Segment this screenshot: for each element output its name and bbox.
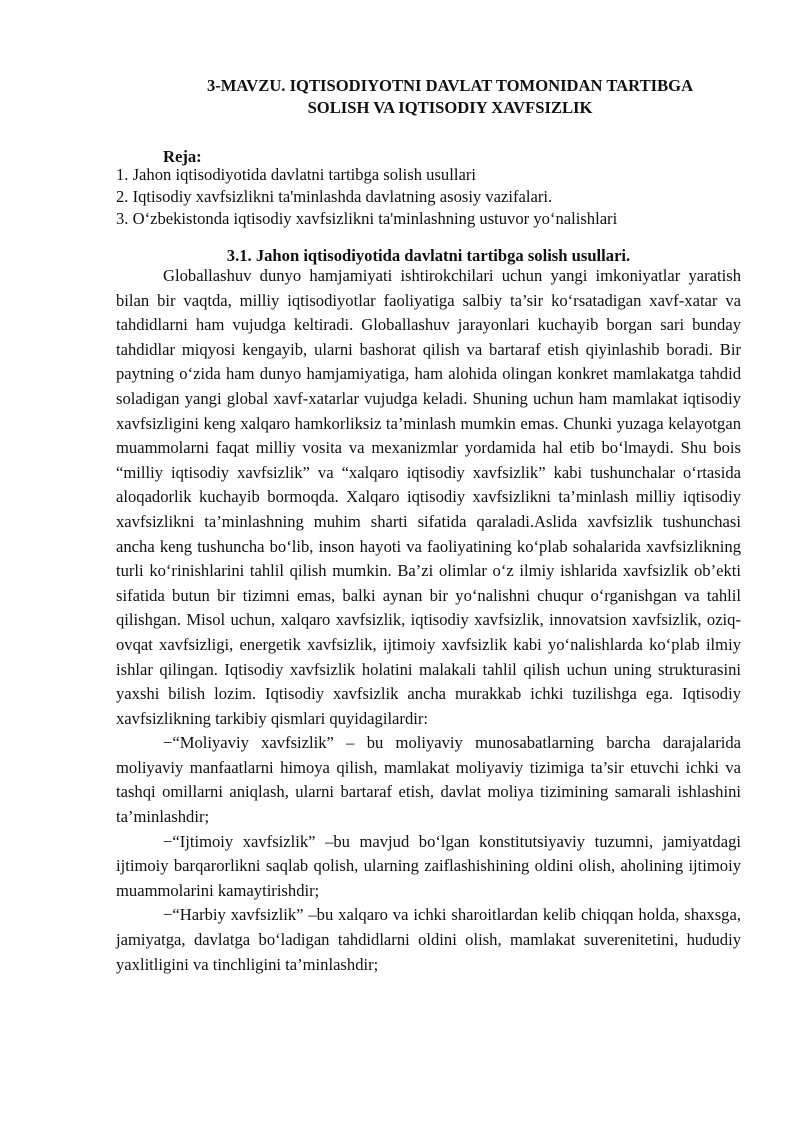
body-text xyxy=(116,264,741,977)
plan-item: 2. Iqtisodiy xavfsizlikni ta'minlashda davlatning asosiy vazifalari. xyxy=(116,187,553,206)
plan-list xyxy=(116,164,756,230)
paragraph-intro: Globallashuv dunyo hamjamiyati ishtirokchilari uchun yangi imkoniyatlar yaratish bilan bir vaqtda, milliy iqtisodiyotlar faoliyatiga salbiy ta’sir ko‘rsatadigan xavf-xatar va tahdidlarni ham vujudga keltiradi. Globallashuv jarayonlari kuchayib borgan sari bunday tahdidlar miqyosi kengayib, ularni bashorat qilish va bartaraf etish qiyinlashib boradi. Bir paytning o‘zida ham dunyo hamjamiyatiga, ham alohida olingan konkret mamlakatga tahdid soladigan yangi global xavf-xatarlar vujudga keladi. Shuning uchun ham mamlakat iqtisodiy xavfsizligini keng xalqaro hamkorliksiz ta’minlash mumkin emas. Chunki yuzaga kelayotgan muammolarni faqat milliy vosita va mexanizmlar yordamida hal etib bo‘lmaydi. Shu bois “milliy iqtisodiy xavfsizlik” va “xalqaro iqtisodiy xavfsizlik” kabi tushunchalar o‘rtasida aloqadorlik kuchayib bormoqda. Xalqaro iqtisodiy xavfsizlikni ta’minlash milliy iqtisodiy xavfsizlikni ta’minlashning muhim sharti sifatida qaraladi.Aslida xavfsizlik tushunchasi ancha keng tushuncha bo‘lib, inson hayoti va faoliyatining ko‘plab sohalarida xavfsizlikning turli ko‘rinishlarini tahlil qilish mumkin. Ba’zi olimlar o‘z ilmiy ishlarida xavfsizlik ob’ekti sifatida butun bir tizimni emas, balki aynan bir yo‘nalishni chuqur o‘rganishgan va tahlil qilishgan. Misol uchun, xalqaro xavfsizlik, iqtisodiy xavfsizlik, innovatsion xavfsizlik, oziq-ovqat xavfsizligi, energetik xavfsizlik, ijtimoiy xavfsizlik kabi yo‘nalishlarda ko‘plab ilmiy ishlar qilingan. Iqtisodiy xavfsizlik holatini malakali tahlil qilish uchun uning strukturasini yaxshi bilish lozim. Iqtisodiy xavfsizlik ancha murakkab ichki tuzilishga ega. Iqtisodiy xavfsizlikning tarkibiy qismlari quyidagilardir: xyxy=(116,266,741,728)
title-line-2: SOLISH VA IQTISODIY XAVFSIZLIK xyxy=(307,98,593,117)
title-line-1: 3-MAVZU. IQTISODIYOTNI DAVLAT TOMONIDAN TARTIBGA xyxy=(206,76,694,95)
paragraph-financial-security: −“Moliyaviy xavfsizlik” – bu moliyaviy munosabatlarning barcha darajalarida moliyaviy manfaatlarni himoya qilish, mamlakat moliyaviy tizimiga ta’sir etuvchi ichki va tashqi omillarni aniqlash, ularni bartaraf etish, davlat moliya tizimining samarali ishlashini ta’minlashdir; xyxy=(116,733,741,827)
section-heading: 3.1. Jahon iqtisodiyotida davlatni tartibga solish usullari. xyxy=(226,246,631,265)
document-title xyxy=(140,75,760,119)
plan-item: 3. O‘zbekistonda iqtisodiy xavfsizlikni ta'minlashning ustuvor yo‘nalishlari xyxy=(116,209,618,228)
paragraph-military-security: −“Harbiy xavfsizlik” –bu xalqaro va ichki sharoitlardan kelib chiqqan holda, shaxsga, jamiyatga, davlatga bo‘ladigan tahdidlarni oldini olish, mamlakat suverenitetini, hududiy yaxlitligini va tinchligini ta’minlashdir; xyxy=(116,905,741,974)
plan-heading: Reja: xyxy=(163,147,202,166)
plan-item: 1. Jahon iqtisodiyotida davlatni tartibga solish usullari xyxy=(116,165,476,184)
paragraph-social-security: −“Ijtimoiy xavfsizlik” –bu mavjud bo‘lgan konstitutsiyaviy tuzumni, jamiyatdagi ijtimoiy barqarorlikni saqlab qolish, ularning zaiflashishining oldini olish, aholining ijtimoiy muammolarini kamaytirishdir; xyxy=(116,831,741,900)
